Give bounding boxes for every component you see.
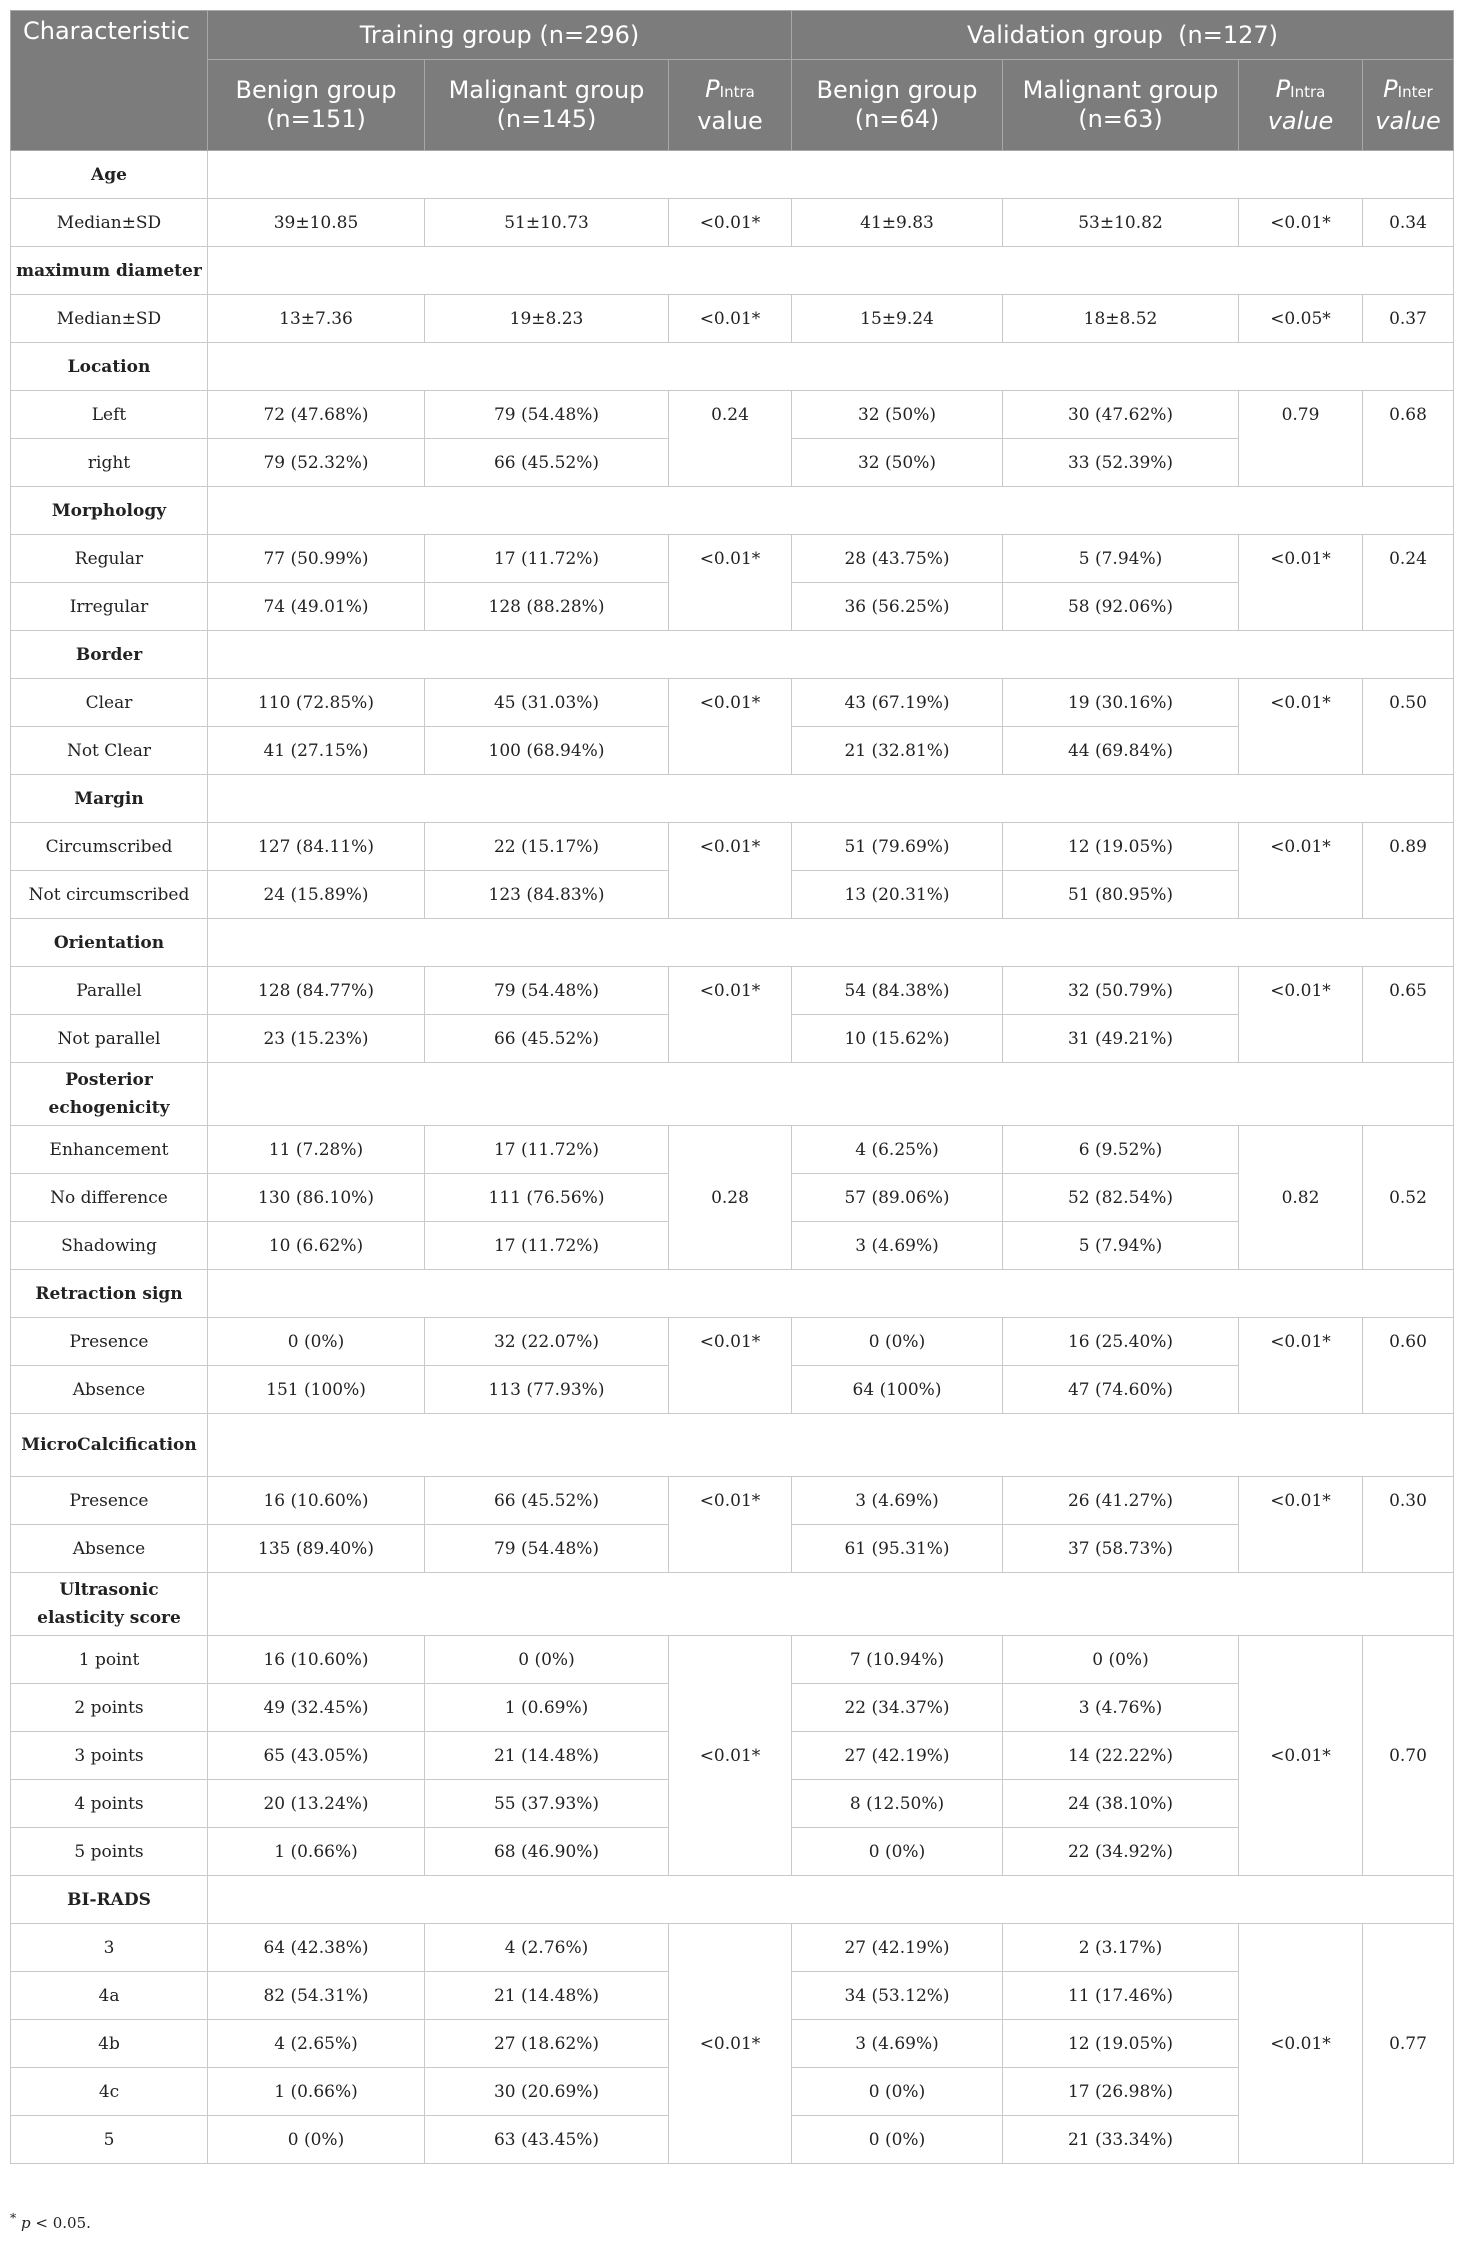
train-benign-cell: 110 (72.85%) <box>208 679 425 727</box>
category-row <box>11 487 1454 535</box>
val-benign-cell: 8 (12.50%) <box>792 1780 1003 1828</box>
val-benign-cell: 41±9.83 <box>792 199 1003 247</box>
val-malignant-cell: 5 (7.94%) <box>1003 1222 1239 1270</box>
val-benign-cell: 3 (4.69%) <box>792 1477 1003 1525</box>
train-malignant-cell: 4 (2.76%) <box>425 1924 669 1972</box>
val-p-intra-cell: <0.01* <box>1239 535 1363 631</box>
category-blank <box>208 1063 1454 1126</box>
val-malignant-cell: 37 (58.73%) <box>1003 1525 1239 1573</box>
val-benign-cell: 21 (32.81%) <box>792 727 1003 775</box>
category-label: Orientation <box>11 919 208 967</box>
val-p-intra-cell: <0.01* <box>1239 679 1363 775</box>
table-row <box>11 1924 1454 1972</box>
train-p-intra-cell: <0.01* <box>669 295 792 343</box>
val-benign-cell: 15±9.24 <box>792 295 1003 343</box>
row-label: 5 points <box>11 1828 208 1876</box>
train-benign-cell: 151 (100%) <box>208 1366 425 1414</box>
val-p-intra-cell: <0.01* <box>1239 967 1363 1063</box>
train-benign-cell: 1 (0.66%) <box>208 2068 425 2116</box>
train-benign-header: Benign group (n=151) <box>208 60 425 151</box>
val-benign-cell: 32 (50%) <box>792 439 1003 487</box>
val-p-intra-cell: 0.79 <box>1239 391 1363 487</box>
table-row <box>11 295 1454 343</box>
row-label: No difference <box>11 1174 208 1222</box>
p-inter-cell: 0.60 <box>1363 1318 1454 1414</box>
val-benign-cell: 13 (20.31%) <box>792 871 1003 919</box>
train-benign-cell: 16 (10.60%) <box>208 1636 425 1684</box>
val-malignant-cell: 3 (4.76%) <box>1003 1684 1239 1732</box>
val-benign-cell: 27 (42.19%) <box>792 1924 1003 1972</box>
train-malignant-cell: 68 (46.90%) <box>425 1828 669 1876</box>
table-row <box>11 535 1454 583</box>
category-blank <box>208 631 1454 679</box>
train-malignant-cell: 128 (88.28%) <box>425 583 669 631</box>
val-malignant-cell: 0 (0%) <box>1003 1636 1239 1684</box>
val-malignant-cell: 11 (17.46%) <box>1003 1972 1239 2020</box>
train-benign-cell: 0 (0%) <box>208 2116 425 2164</box>
val-malignant-cell: 53±10.82 <box>1003 199 1239 247</box>
train-benign-cell: 49 (32.45%) <box>208 1684 425 1732</box>
category-label: BI-RADS <box>11 1876 208 1924</box>
row-label: Absence <box>11 1366 208 1414</box>
val-malignant-cell: 24 (38.10%) <box>1003 1780 1239 1828</box>
category-blank <box>208 343 1454 391</box>
train-p-intra-cell: <0.01* <box>669 535 792 631</box>
val-p-intra-cell: <0.05* <box>1239 295 1363 343</box>
train-malignant-cell: 66 (45.52%) <box>425 1477 669 1525</box>
val-benign-cell: 3 (4.69%) <box>792 2020 1003 2068</box>
train-malignant-cell: 79 (54.48%) <box>425 1525 669 1573</box>
p-inter-cell: 0.68 <box>1363 391 1454 487</box>
train-p-intra-cell: <0.01* <box>669 679 792 775</box>
train-benign-cell: 74 (49.01%) <box>208 583 425 631</box>
train-benign-cell: 79 (52.32%) <box>208 439 425 487</box>
category-row <box>11 151 1454 199</box>
val-malignant-cell: 5 (7.94%) <box>1003 535 1239 583</box>
train-malignant-cell: 113 (77.93%) <box>425 1366 669 1414</box>
row-label: 5 <box>11 2116 208 2164</box>
train-benign-cell: 11 (7.28%) <box>208 1126 425 1174</box>
train-benign-cell: 127 (84.11%) <box>208 823 425 871</box>
p-inter-cell: 0.30 <box>1363 1477 1454 1573</box>
val-malignant-cell: 14 (22.22%) <box>1003 1732 1239 1780</box>
category-blank <box>208 247 1454 295</box>
val-malignant-cell: 6 (9.52%) <box>1003 1126 1239 1174</box>
validation-group-header: Validation group (n=127) <box>792 11 1454 60</box>
table-header <box>11 11 1454 151</box>
val-benign-cell: 54 (84.38%) <box>792 967 1003 1015</box>
row-label: 4c <box>11 2068 208 2116</box>
val-p-intra-cell: <0.01* <box>1239 823 1363 919</box>
val-malignant-cell: 19 (30.16%) <box>1003 679 1239 727</box>
train-malignant-cell: 30 (20.69%) <box>425 2068 669 2116</box>
row-label: Left <box>11 391 208 439</box>
category-row <box>11 1876 1454 1924</box>
val-benign-cell: 0 (0%) <box>792 2068 1003 2116</box>
row-label: 3 <box>11 1924 208 1972</box>
footnote: * p < 0.05. <box>10 2210 91 2232</box>
train-malignant-cell: 66 (45.52%) <box>425 439 669 487</box>
train-malignant-cell: 45 (31.03%) <box>425 679 669 727</box>
p-inter-cell: 0.37 <box>1363 295 1454 343</box>
train-malignant-cell: 27 (18.62%) <box>425 2020 669 2068</box>
train-malignant-cell: 55 (37.93%) <box>425 1780 669 1828</box>
row-label: Circumscribed <box>11 823 208 871</box>
val-malignant-cell: 21 (33.34%) <box>1003 2116 1239 2164</box>
train-benign-cell: 0 (0%) <box>208 1318 425 1366</box>
val-p-intra-cell: <0.01* <box>1239 199 1363 247</box>
train-malignant-cell: 1 (0.69%) <box>425 1684 669 1732</box>
row-label: Absence <box>11 1525 208 1573</box>
row-label: Presence <box>11 1318 208 1366</box>
train-p-intra-cell: <0.01* <box>669 199 792 247</box>
train-benign-cell: 23 (15.23%) <box>208 1015 425 1063</box>
val-malignant-cell: 33 (52.39%) <box>1003 439 1239 487</box>
category-blank <box>208 1573 1454 1636</box>
val-benign-cell: 32 (50%) <box>792 391 1003 439</box>
train-malignant-cell: 17 (11.72%) <box>425 1222 669 1270</box>
p-inter-cell: 0.52 <box>1363 1126 1454 1270</box>
train-benign-cell: 20 (13.24%) <box>208 1780 425 1828</box>
val-benign-cell: 10 (15.62%) <box>792 1015 1003 1063</box>
row-label: Not parallel <box>11 1015 208 1063</box>
train-malignant-cell: 100 (68.94%) <box>425 727 669 775</box>
train-benign-cell: 1 (0.66%) <box>208 1828 425 1876</box>
category-label: maximum diameter <box>11 247 208 295</box>
val-malignant-cell: 44 (69.84%) <box>1003 727 1239 775</box>
category-label: Age <box>11 151 208 199</box>
row-label: 2 points <box>11 1684 208 1732</box>
val-malignant-cell: 31 (49.21%) <box>1003 1015 1239 1063</box>
val-benign-cell: 64 (100%) <box>792 1366 1003 1414</box>
category-label: Retraction sign <box>11 1270 208 1318</box>
val-benign-cell: 22 (34.37%) <box>792 1684 1003 1732</box>
val-benign-cell: 3 (4.69%) <box>792 1222 1003 1270</box>
val-p-intra-cell: 0.82 <box>1239 1126 1363 1270</box>
val-malignant-cell: 26 (41.27%) <box>1003 1477 1239 1525</box>
p-inter-cell: 0.34 <box>1363 199 1454 247</box>
row-label: Parallel <box>11 967 208 1015</box>
category-row <box>11 1270 1454 1318</box>
train-benign-cell: 41 (27.15%) <box>208 727 425 775</box>
val-malignant-cell: 58 (92.06%) <box>1003 583 1239 631</box>
row-label: 3 points <box>11 1732 208 1780</box>
category-blank <box>208 775 1454 823</box>
table-row <box>11 391 1454 439</box>
val-benign-header: Benign group (n=64) <box>792 60 1003 151</box>
train-malignant-cell: 32 (22.07%) <box>425 1318 669 1366</box>
val-p-intra-cell: <0.01* <box>1239 1477 1363 1573</box>
val-malignant-cell: 2 (3.17%) <box>1003 1924 1239 1972</box>
val-malignant-cell: 51 (80.95%) <box>1003 871 1239 919</box>
p-inter-cell: 0.24 <box>1363 535 1454 631</box>
category-row <box>11 1573 1454 1636</box>
train-malignant-cell: 51±10.73 <box>425 199 669 247</box>
table-row <box>11 679 1454 727</box>
train-malignant-cell: 17 (11.72%) <box>425 1126 669 1174</box>
train-p-intra-cell: 0.28 <box>669 1126 792 1270</box>
characteristic-header: Characteristic <box>11 11 208 151</box>
row-label: Median±SD <box>11 295 208 343</box>
train-benign-cell: 82 (54.31%) <box>208 1972 425 2020</box>
row-label: 4b <box>11 2020 208 2068</box>
p-inter-cell: 0.77 <box>1363 1924 1454 2164</box>
val-benign-cell: 0 (0%) <box>792 1828 1003 1876</box>
train-p-intra-cell: <0.01* <box>669 967 792 1063</box>
val-benign-cell: 36 (56.25%) <box>792 583 1003 631</box>
table-row <box>11 1636 1454 1684</box>
category-row <box>11 247 1454 295</box>
val-malignant-cell: 52 (82.54%) <box>1003 1174 1239 1222</box>
train-malignant-cell: 21 (14.48%) <box>425 1732 669 1780</box>
category-label: Margin <box>11 775 208 823</box>
val-benign-cell: 61 (95.31%) <box>792 1525 1003 1573</box>
category-label: Posterior echogenicity <box>11 1063 208 1126</box>
row-label: Regular <box>11 535 208 583</box>
category-row <box>11 343 1454 391</box>
category-row <box>11 1063 1454 1126</box>
val-benign-cell: 34 (53.12%) <box>792 1972 1003 2020</box>
row-label: Enhancement <box>11 1126 208 1174</box>
val-malignant-header: Malignant group (n=63) <box>1003 60 1239 151</box>
p-inter-cell: 0.65 <box>1363 967 1454 1063</box>
table-row <box>11 199 1454 247</box>
category-label: Ultrasonic elasticity score <box>11 1573 208 1636</box>
train-malignant-cell: 0 (0%) <box>425 1636 669 1684</box>
row-label: Clear <box>11 679 208 727</box>
val-benign-cell: 27 (42.19%) <box>792 1732 1003 1780</box>
train-benign-cell: 135 (89.40%) <box>208 1525 425 1573</box>
category-row <box>11 631 1454 679</box>
category-label: Border <box>11 631 208 679</box>
val-malignant-cell: 47 (74.60%) <box>1003 1366 1239 1414</box>
table-body <box>11 151 1454 2164</box>
table-row <box>11 1318 1454 1366</box>
val-benign-cell: 28 (43.75%) <box>792 535 1003 583</box>
category-blank <box>208 151 1454 199</box>
train-malignant-cell: 22 (15.17%) <box>425 823 669 871</box>
val-benign-cell: 0 (0%) <box>792 1318 1003 1366</box>
row-label: right <box>11 439 208 487</box>
category-blank <box>208 1270 1454 1318</box>
train-benign-cell: 24 (15.89%) <box>208 871 425 919</box>
val-malignant-cell: 30 (47.62%) <box>1003 391 1239 439</box>
train-malignant-header: Malignant group (n=145) <box>425 60 669 151</box>
category-label: Morphology <box>11 487 208 535</box>
val-malignant-cell: 16 (25.40%) <box>1003 1318 1239 1366</box>
category-row <box>11 919 1454 967</box>
train-benign-cell: 77 (50.99%) <box>208 535 425 583</box>
train-p-intra-cell: <0.01* <box>669 1318 792 1414</box>
characteristics-table <box>10 10 1454 2164</box>
val-benign-cell: 0 (0%) <box>792 2116 1003 2164</box>
category-blank <box>208 919 1454 967</box>
training-group-header: Training group (n=296) <box>208 11 792 60</box>
row-label: 1 point <box>11 1636 208 1684</box>
row-label: 4 points <box>11 1780 208 1828</box>
table-row <box>11 1477 1454 1525</box>
table-row <box>11 823 1454 871</box>
p-inter-cell: 0.50 <box>1363 679 1454 775</box>
train-benign-cell: 16 (10.60%) <box>208 1477 425 1525</box>
val-p-intra-cell: <0.01* <box>1239 1924 1363 2164</box>
val-benign-cell: 43 (67.19%) <box>792 679 1003 727</box>
val-malignant-cell: 32 (50.79%) <box>1003 967 1239 1015</box>
val-malignant-cell: 12 (19.05%) <box>1003 823 1239 871</box>
train-malignant-cell: 79 (54.48%) <box>425 391 669 439</box>
train-benign-cell: 39±10.85 <box>208 199 425 247</box>
category-blank <box>208 1876 1454 1924</box>
train-benign-cell: 130 (86.10%) <box>208 1174 425 1222</box>
train-malignant-cell: 63 (43.45%) <box>425 2116 669 2164</box>
train-benign-cell: 4 (2.65%) <box>208 2020 425 2068</box>
p-inter-cell: 0.89 <box>1363 823 1454 919</box>
val-malignant-cell: 18±8.52 <box>1003 295 1239 343</box>
train-p-intra-cell: <0.01* <box>669 1924 792 2164</box>
p-inter-header: PInter value <box>1363 60 1454 151</box>
p-inter-cell: 0.70 <box>1363 1636 1454 1876</box>
row-label: Not circumscribed <box>11 871 208 919</box>
row-label: Presence <box>11 1477 208 1525</box>
table-row <box>11 967 1454 1015</box>
val-benign-cell: 4 (6.25%) <box>792 1126 1003 1174</box>
train-p-intra-cell: 0.24 <box>669 391 792 487</box>
row-label: Irregular <box>11 583 208 631</box>
val-p-intra-header: PIntra value <box>1239 60 1363 151</box>
train-malignant-cell: 111 (76.56%) <box>425 1174 669 1222</box>
val-p-intra-cell: <0.01* <box>1239 1318 1363 1414</box>
train-malignant-cell: 79 (54.48%) <box>425 967 669 1015</box>
train-p-intra-cell: <0.01* <box>669 1636 792 1876</box>
train-benign-cell: 10 (6.62%) <box>208 1222 425 1270</box>
category-row <box>11 1414 1454 1477</box>
val-p-intra-cell: <0.01* <box>1239 1636 1363 1876</box>
train-malignant-cell: 21 (14.48%) <box>425 1972 669 2020</box>
val-malignant-cell: 22 (34.92%) <box>1003 1828 1239 1876</box>
train-p-intra-cell: <0.01* <box>669 823 792 919</box>
category-blank <box>208 1414 1454 1477</box>
table-row <box>11 1126 1454 1174</box>
category-label: Location <box>11 343 208 391</box>
train-benign-cell: 65 (43.05%) <box>208 1732 425 1780</box>
category-blank <box>208 487 1454 535</box>
train-malignant-cell: 123 (84.83%) <box>425 871 669 919</box>
category-label: MicroCalcification <box>11 1414 208 1477</box>
val-benign-cell: 57 (89.06%) <box>792 1174 1003 1222</box>
row-label: Median±SD <box>11 199 208 247</box>
train-benign-cell: 13±7.36 <box>208 295 425 343</box>
train-malignant-cell: 17 (11.72%) <box>425 535 669 583</box>
row-label: Shadowing <box>11 1222 208 1270</box>
val-benign-cell: 51 (79.69%) <box>792 823 1003 871</box>
val-malignant-cell: 17 (26.98%) <box>1003 2068 1239 2116</box>
train-p-intra-cell: <0.01* <box>669 1477 792 1573</box>
row-label: 4a <box>11 1972 208 2020</box>
train-benign-cell: 72 (47.68%) <box>208 391 425 439</box>
train-benign-cell: 128 (84.77%) <box>208 967 425 1015</box>
category-row <box>11 775 1454 823</box>
val-malignant-cell: 12 (19.05%) <box>1003 2020 1239 2068</box>
val-benign-cell: 7 (10.94%) <box>792 1636 1003 1684</box>
train-malignant-cell: 66 (45.52%) <box>425 1015 669 1063</box>
train-p-intra-header: PIntra value <box>669 60 792 151</box>
train-malignant-cell: 19±8.23 <box>425 295 669 343</box>
row-label: Not Clear <box>11 727 208 775</box>
train-benign-cell: 64 (42.38%) <box>208 1924 425 1972</box>
